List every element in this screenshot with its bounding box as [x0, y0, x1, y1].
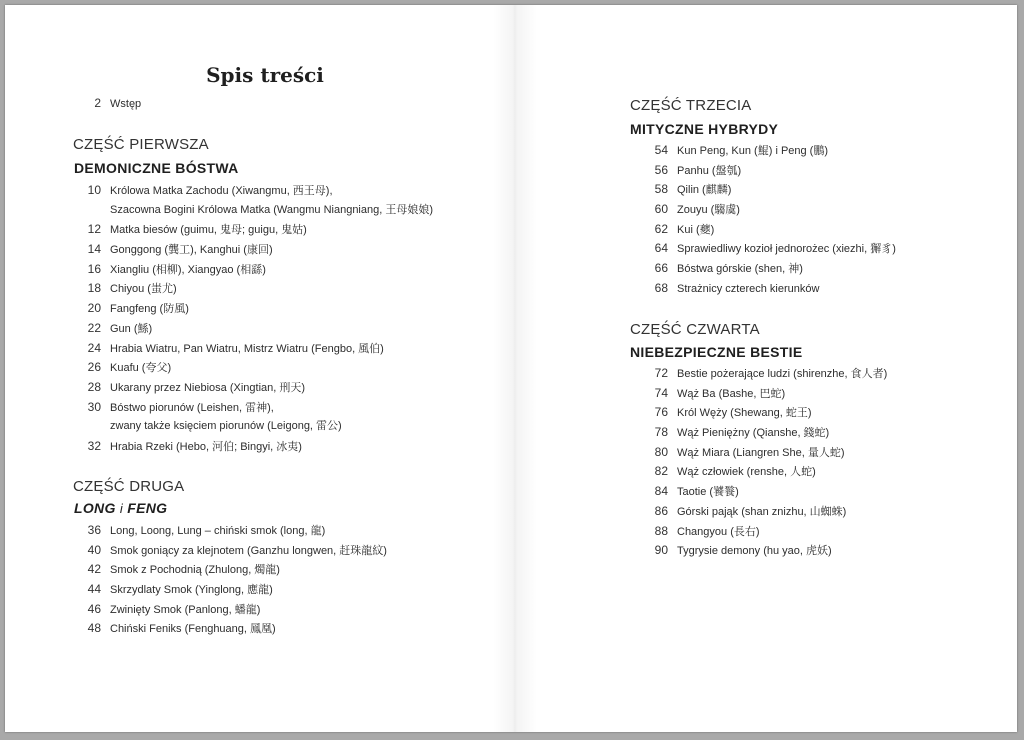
toc-page-number: 82	[654, 464, 668, 479]
toc-entry-text: Chiyou (蚩尤)	[110, 283, 177, 296]
toc-entry[interactable]	[69, 358, 433, 378]
toc-entry-text: zwany także księciem piorunów (Leigong, 雷公)	[110, 420, 342, 433]
toc-entry-text: Kuafu (夸父)	[110, 362, 172, 375]
toc-entry-text: Kui (夔)	[677, 223, 715, 236]
toc-entry[interactable]	[69, 299, 433, 319]
toc-entry-text: Hrabia Rzeki (Hebo, 河伯; Bingyi, 冰夷)	[110, 440, 302, 453]
toc-page-number: 40	[87, 542, 101, 557]
part-three-label: CZĘŚĆ TRZECIA	[630, 97, 752, 114]
toc-entry[interactable]	[69, 339, 433, 359]
part-three-title: MITYCZNE HYBRYDY	[630, 121, 779, 137]
toc-page-number: 72	[654, 366, 668, 380]
book-spread	[5, 5, 1017, 732]
toc-entry[interactable]	[636, 423, 887, 443]
toc-page-number: 12	[87, 222, 101, 237]
toc-entry[interactable]	[69, 94, 141, 114]
toc-entry-text: Sprawiedliwy kozioł jednorożec (xiezhi, 獬豸)	[677, 243, 896, 256]
toc-entry[interactable]	[636, 502, 887, 522]
toc-entry-text: Chiński Feniks (Fenghuang, 鳳凰)	[110, 623, 276, 636]
toc-page-number: 36	[87, 523, 101, 537]
toc-page-number: 32	[87, 438, 101, 453]
toc-entry[interactable]	[69, 319, 433, 339]
part-two-label: CZĘŚĆ DRUGA	[73, 478, 185, 495]
toc-page-number: 10	[87, 183, 101, 197]
toc-entry[interactable]	[69, 580, 387, 600]
toc-page-number: 30	[87, 399, 101, 414]
toc-page-number: 76	[654, 405, 668, 420]
toc-entry-text: Wąż Miara (Liangren She, 量人蛇)	[677, 446, 845, 459]
toc-entry-continuation[interactable]	[69, 201, 433, 221]
toc-entry-text: Panhu (盤瓠)	[677, 164, 742, 177]
toc-entry[interactable]	[69, 437, 433, 457]
toc-entry[interactable]	[636, 200, 896, 220]
part-two-title-b: FENG	[127, 500, 168, 516]
toc-entry-text: Ukarany przez Niebiosa (Xingtian, 刑天)	[110, 381, 306, 394]
toc-entry-text: Smok z Pochodnią (Zhulong, 燭龍)	[110, 564, 280, 577]
toc-entry-text: Szacowna Bogini Królowa Matka (Wangmu Niangniang, 王母娘娘)	[110, 203, 434, 216]
toc-entry-text: Changyou (長右)	[677, 525, 760, 538]
part-four-label: CZĘŚĆ CZWARTA	[630, 321, 760, 338]
toc-page-number: 58	[654, 182, 668, 197]
toc-entry[interactable]	[69, 378, 433, 398]
toc-entry-text: Smok goniący za klejnotem (Ganzhu longwen, 赶珠龍紋)	[110, 544, 387, 557]
toc-page-number: 28	[87, 379, 101, 394]
toc-entry[interactable]	[69, 600, 387, 620]
toc-entry-text: Qilin (麒麟)	[677, 184, 732, 197]
toc-entry-text: Bóstwa górskie (shen, 神)	[677, 263, 803, 276]
toc-entry[interactable]	[636, 161, 896, 181]
toc-page-number: 24	[87, 340, 101, 355]
toc-entry[interactable]	[69, 398, 433, 418]
toc-entry[interactable]	[636, 180, 896, 200]
toc-entry[interactable]	[636, 220, 896, 240]
toc-entry[interactable]	[636, 541, 887, 561]
toc-page-number: 46	[87, 601, 101, 616]
toc-entry-text: Strażnicy czterech kierunków	[677, 282, 820, 295]
toc-page-number: 2	[94, 96, 101, 110]
toc-entry[interactable]	[69, 560, 387, 580]
toc-entry-text: Kun Peng, Kun (鯤) i Peng (鵬)	[677, 145, 829, 157]
intro-list	[69, 94, 141, 114]
toc-entry[interactable]	[636, 279, 896, 299]
toc-entry-text: Taotie (饕餮)	[677, 486, 739, 499]
toc-page-number: 14	[87, 242, 101, 257]
toc-entry-text: Xiangliu (相柳), Xiangyao (相繇)	[110, 263, 266, 276]
toc-entry-text: Gonggong (龔工), Kanghui (康回)	[110, 244, 273, 257]
toc-page-number: 74	[654, 385, 668, 400]
toc-entry-text: Gun (鯀)	[110, 322, 153, 335]
toc-entry[interactable]	[69, 181, 433, 201]
part-one-label: CZĘŚĆ PIERWSZA	[73, 136, 209, 153]
part-three-list	[636, 141, 896, 299]
toc-entry-text: Zwinięty Smok (Panlong, 蟠龍)	[110, 603, 261, 616]
toc-page-number: 54	[654, 143, 668, 157]
toc-entry[interactable]	[636, 482, 887, 502]
toc-page-number: 48	[87, 621, 101, 636]
toc-page-number: 86	[654, 503, 668, 518]
toc-page-number: 78	[654, 425, 668, 440]
toc-entry[interactable]	[69, 521, 387, 541]
toc-entry-text: Wstęp	[110, 98, 142, 110]
part-four-list	[636, 364, 887, 561]
toc-entry-text: Wąż człowiek (renshe, 人蛇)	[677, 466, 816, 479]
toc-page-number: 60	[654, 202, 668, 217]
toc-entry-text: Skrzydlaty Smok (Yinglong, 應龍)	[110, 584, 273, 597]
toc-entry[interactable]	[69, 279, 433, 299]
part-two-list	[69, 521, 387, 639]
toc-page-number: 68	[654, 280, 668, 295]
toc-entry[interactable]	[636, 141, 896, 161]
toc-entry[interactable]	[636, 403, 887, 423]
toc-entry[interactable]	[636, 364, 887, 384]
right-page	[513, 5, 1017, 732]
part-four-title: NIEBEZPIECZNE BESTIE	[630, 344, 803, 360]
toc-entry[interactable]	[636, 443, 887, 463]
part-one-list	[69, 181, 433, 457]
part-one-title: DEMONICZNE BÓSTWA	[74, 160, 239, 176]
toc-page-number: 90	[654, 543, 668, 558]
toc-page-number: 64	[654, 241, 668, 256]
toc-entry-text: Górski pająk (shan znizhu, 山蜘蛛)	[677, 505, 847, 518]
toc-entry[interactable]	[69, 240, 433, 260]
toc-entry-text: Bestie pożerające ludzi (shirenzhe, 食人者)	[677, 368, 888, 380]
toc-page-number: 88	[654, 523, 668, 538]
page-title: Spis treści	[206, 63, 324, 87]
part-two-title-a: LONG	[74, 500, 116, 516]
toc-page-number: 20	[87, 301, 101, 316]
toc-page-number: 18	[87, 281, 101, 296]
toc-entry-continuation[interactable]	[69, 417, 433, 437]
toc-page-number: 42	[87, 562, 101, 577]
toc-entry-text: Tygrysie demony (hu yao, 虎妖)	[677, 545, 832, 558]
toc-entry[interactable]	[69, 541, 387, 561]
toc-page-number: 22	[87, 320, 101, 335]
toc-page-number: 80	[654, 444, 668, 459]
toc-entry[interactable]	[636, 239, 896, 259]
toc-entry[interactable]	[636, 462, 887, 482]
toc-entry-text: Wąż Ba (Bashe, 巴蛇)	[677, 387, 786, 400]
toc-page-number: 26	[87, 360, 101, 375]
toc-entry[interactable]	[69, 619, 387, 639]
toc-entry[interactable]	[636, 384, 887, 404]
toc-page-number: 16	[87, 261, 101, 276]
toc-entry-text: Long, Loong, Lung – chiński smok (long, 龍)	[110, 525, 326, 537]
part-two-title-sep: i	[119, 501, 124, 516]
toc-page-number: 84	[654, 484, 668, 499]
toc-entry[interactable]	[636, 522, 887, 542]
toc-entry-text: Wąż Pieniężny (Qianshe, 錢蛇)	[677, 427, 830, 440]
toc-entry-text: Król Węży (Shewang, 蛇王)	[677, 407, 812, 420]
toc-page-number: 66	[654, 261, 668, 276]
toc-entry-text: Hrabia Wiatru, Pan Wiatru, Mistrz Wiatru (Fengbo, 風伯)	[110, 342, 384, 355]
toc-entry[interactable]	[69, 260, 433, 280]
toc-entry-text: Bóstwo piorunów (Leishen, 雷神),	[110, 401, 274, 414]
toc-page-number: 62	[654, 221, 668, 236]
toc-entry-text: Królowa Matka Zachodu (Xiwangmu, 西王母),	[110, 185, 333, 197]
toc-entry[interactable]	[69, 220, 433, 240]
toc-page-number: 56	[654, 162, 668, 177]
toc-page-number: 44	[87, 582, 101, 597]
toc-entry[interactable]	[636, 259, 896, 279]
toc-entry-text: Matka biesów (guimu, 鬼母; guigu, 鬼姑)	[110, 224, 307, 237]
part-two-title	[74, 500, 167, 516]
toc-entry-text: Fangfeng (防風)	[110, 303, 189, 316]
toc-entry-text: Zouyu (騶虞)	[677, 204, 740, 217]
left-page	[5, 5, 513, 732]
